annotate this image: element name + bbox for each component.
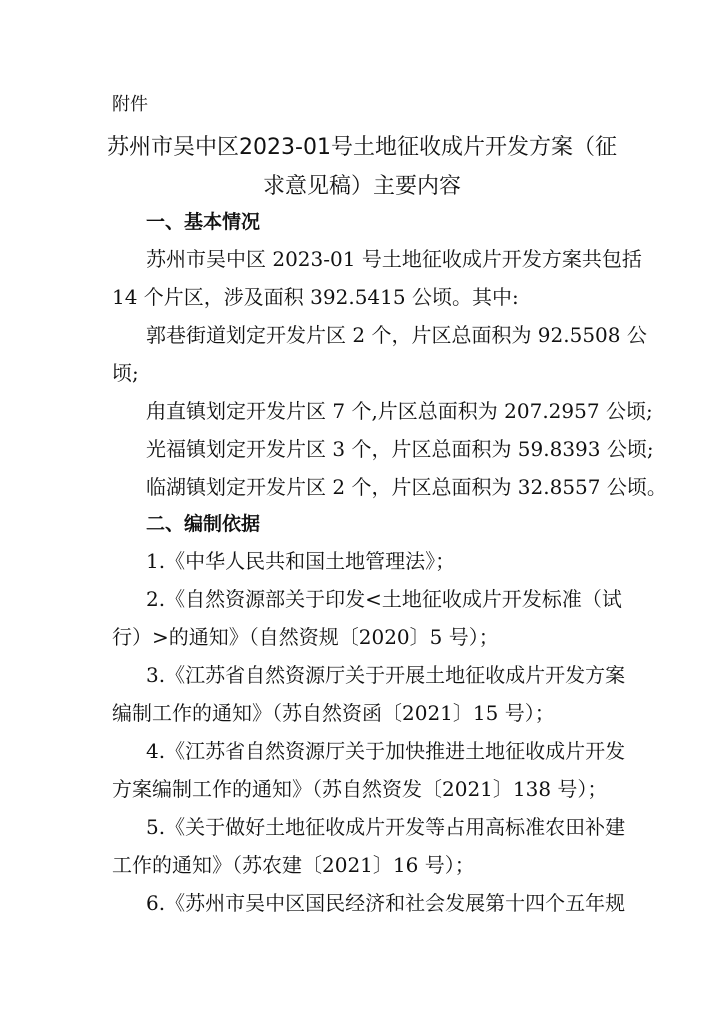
document-title-line-1: 苏州市吴中区2023-01号土地征收成片开发方案（征 (107, 135, 617, 160)
paragraph-guangfu: 光福镇划定开发片区 3 个，片区总面积为 59.8393 公顷; (146, 437, 654, 461)
basis-item-2-line-1: 2.《自然资源部关于印发<土地征收成片开发标准（试 (146, 587, 622, 611)
paragraph-guoxiang-line-2: 顷; (112, 361, 139, 385)
basis-item-5-line-1: 5.《关于做好土地征收成片开发等占用高标准农田补建 (146, 815, 626, 839)
paragraph-guoxiang-line-1: 郭巷街道划定开发片区 2 个，片区总面积为 92.5508 公 (146, 323, 647, 347)
basis-item-3-line-1: 3.《江苏省自然资源厅关于开展土地征收成片开发方案 (146, 663, 626, 687)
basis-item-3-line-2: 编制工作的通知》（苏自然资函〔2021〕15 号）； (112, 701, 555, 725)
basis-item-2-line-2: 行）>的通知》（自然资规〔2020〕5 号）； (112, 625, 499, 649)
paragraph-linhu: 临湖镇划定开发片区 2 个，片区总面积为 32.8557 公顷。 (146, 475, 667, 499)
document-title-line-2: 求意见稿）主要内容 (262, 174, 461, 199)
section-heading-basic-info: 一、基本情况 (146, 211, 261, 233)
paragraph-overview-line-1: 苏州市吴中区 2023-01 号土地征收成片开发方案共包括 (146, 247, 642, 271)
basis-item-4-line-1: 4.《江苏省自然资源厅关于加快推进土地征收成片开发 (146, 739, 626, 763)
attachment-label: 附件 (112, 94, 148, 115)
basis-item-6-line-1: 6.《苏州市吴中区国民经济和社会发展第十四个五年规 (146, 891, 626, 915)
basis-item-1: 1.《中华人民共和国土地管理法》； (146, 549, 456, 573)
section-heading-basis: 二、编制依据 (146, 513, 261, 535)
paragraph-luzhi: 甪直镇划定开发片区 7 个,片区总面积为 207.2957 公顷; (146, 399, 653, 423)
basis-item-4-line-2: 方案编制工作的通知》（苏自然资发〔2021〕138 号）； (112, 777, 608, 801)
paragraph-overview-line-2: 14 个片区，涉及面积 392.5415 公顷。其中: (112, 285, 519, 309)
basis-item-5-line-2: 工作的通知》（苏农建〔2021〕16 号）； (112, 853, 475, 877)
